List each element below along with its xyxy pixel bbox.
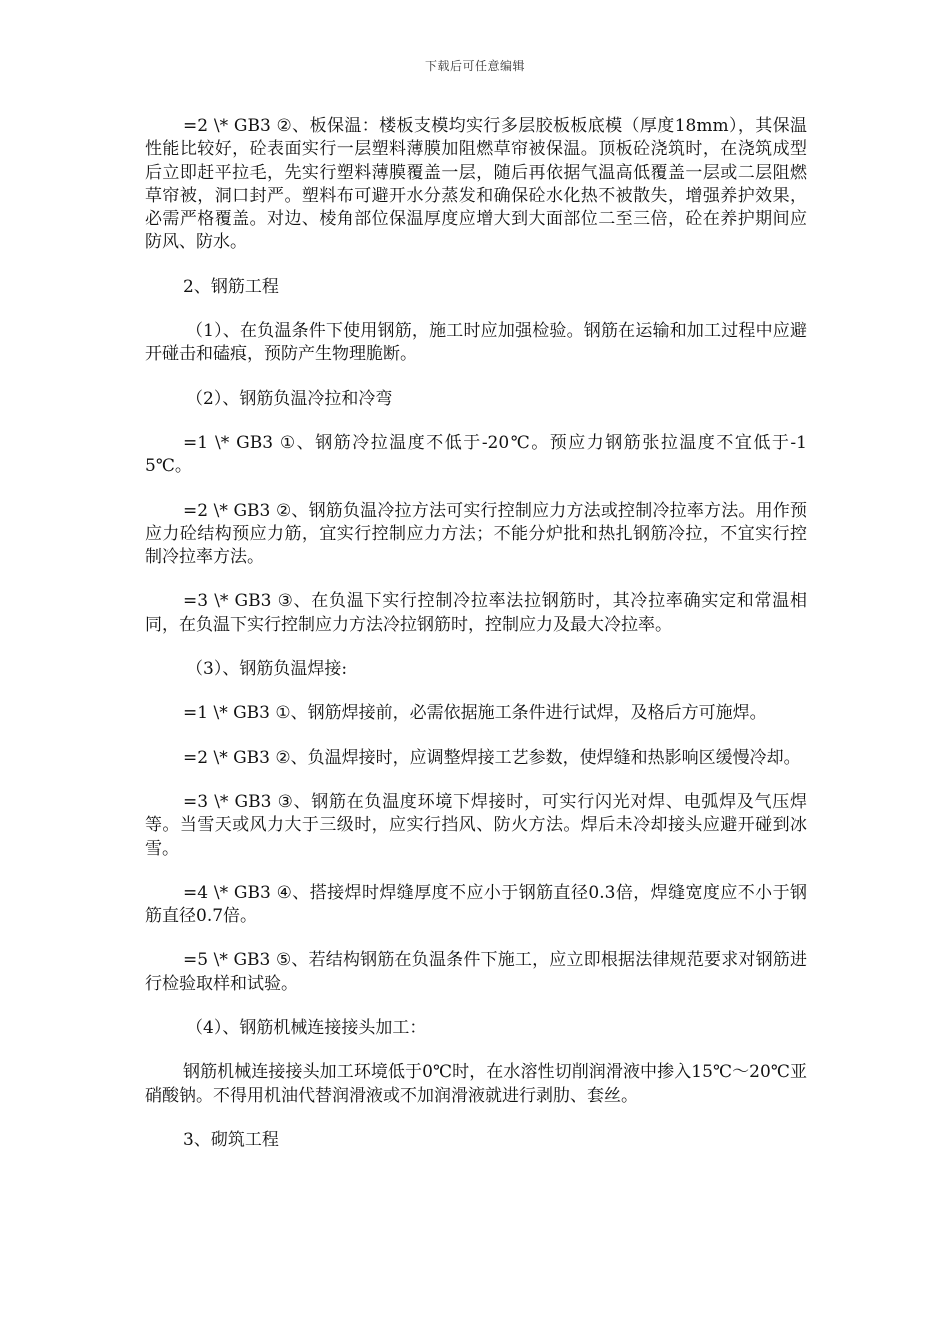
paragraph-lap-weld: =4 \* GB3 ④、搭接焊时焊缝厚度不应小于钢筋直径0.3倍，焊缝宽度应不小于钢筋直径0.7倍。 — [145, 882, 807, 927]
paragraph-cold-drawing-temp: =1 \* GB3 ①、钢筋冷拉温度不低于-20℃。预应力钢筋张拉温度不宜低于-15℃。 — [145, 432, 807, 477]
subheading-mechanical-joint: （4）、钢筋机械连接接头加工： — [186, 1018, 427, 1039]
section-heading-rebar: 2、钢筋工程 — [183, 276, 279, 297]
paragraph-welding-params: =2 \* GB3 ②、负温焊接时，应调整焊接工艺参数，使焊缝和热影响区缓慢冷却。 — [183, 747, 801, 768]
paragraph-welding-methods: =3 \* GB3 ③、钢筋在负温度环境下焊接时，可实行闪光对焊、电弧焊及气压焊等。当雪天或风力大于三级时，应实行挡风、防火方法。焊后未冷却接头应避开碰到冰雪。 — [145, 791, 807, 859]
paragraph-cold-drawing-rate: =3 \* GB3 ③、在负温下实行控制冷拉率法拉钢筋时，其冷拉率确实定和常温相同，在负温下实行控制应力方法冷拉钢筋时，控制应力及最大冷拉率。 — [145, 591, 807, 635]
paragraph-rebar-inspection: （1）、在负温条件下使用钢筋，施工时应加强检验。钢筋在运输和加工过程中应避开碰击和磕痕，预防产生物理脆断。 — [145, 321, 807, 365]
paragraph-welding-trial: =1 \* GB3 ①、钢筋焊接前，必需依据施工条件进行试焊，及格后方可施焊。 — [183, 703, 767, 724]
document-body — [145, 115, 807, 1173]
paragraph-rebar-testing: =5 \* GB3 ⑤、若结构钢筋在负温条件下施工，应立即根据法律规范要求对钢筋进行检验取样和试验。 — [145, 950, 807, 994]
paragraph-cold-drawing-method: =2 \* GB3 ②、钢筋负温冷拉方法可实行控制应力方法或控制冷拉率方法。用作预应力砼结构预应力筋，宜实行控制应力方法；不能分炉批和热扎钢筋冷拉，不宜实行控制冷拉率方法。 — [145, 500, 807, 568]
section-heading-masonry: 3、砌筑工程 — [183, 1129, 279, 1150]
page-header: 下载后可任意编辑 — [424, 59, 525, 73]
subheading-cold-drawing: （2）、钢筋负温冷拉和冷弯 — [186, 388, 393, 409]
paragraph-slab-insulation: =2 \* GB3 ②、板保温：楼板支模均实行多层胶板板底模（厚度18mm），其保温性能比较好，砼表面实行一层塑料薄膜加阻燃草帘被保温。顶板砼浇筑时，在浇筑成型后立即赶平拉毛，先实行塑料薄膜覆盖一层，随后再依据气温高低覆盖一层或二层阻燃草帘被，洞口封严。塑料布可避开水分蒸发和确保砼水化热不被散失，增强养护效果，必需严格覆盖。对边、棱角部位保温厚度应增大到大面部位二至三倍，砼在养护期间应防风、防水。 — [145, 116, 807, 253]
subheading-welding: （3）、钢筋负温焊接: — [186, 659, 348, 680]
paragraph-mechanical-joint: 钢筋机械连接接头加工环境低于0℃时，在水溶性切削润滑液中掺入15℃～20℃亚硝酸钠。不得用机油代替润滑液或不加润滑液就进行剥肋、套丝。 — [145, 1062, 807, 1106]
